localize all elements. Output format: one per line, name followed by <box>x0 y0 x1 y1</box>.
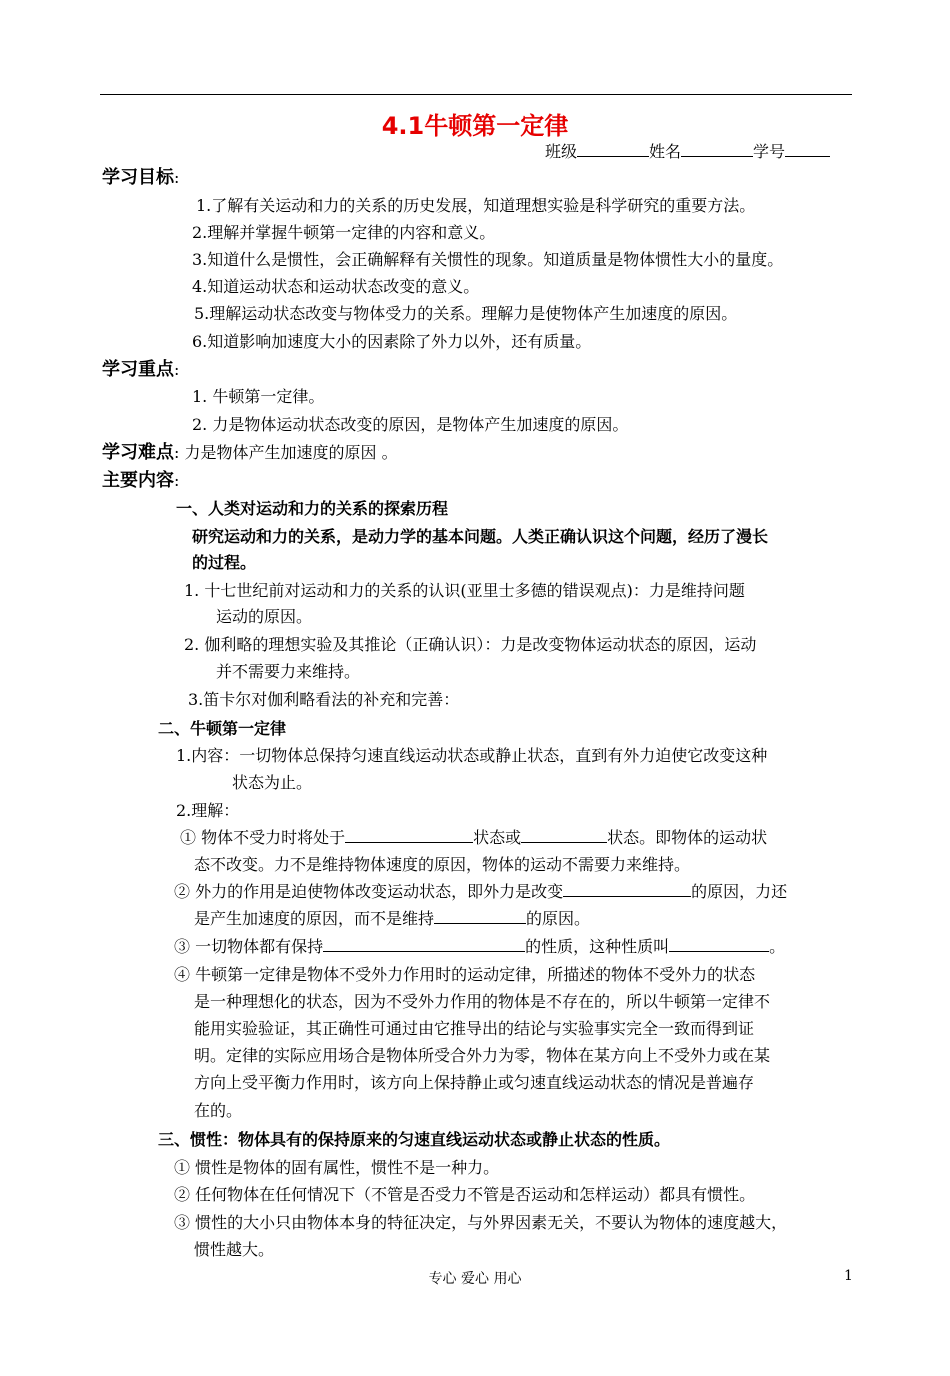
inertia-point: ③ 惯性的大小只由物体本身的特征决定，与外界因素无关，不要认为物体的速度越大， <box>174 1213 788 1232</box>
text-segment: 的原因。 <box>526 909 591 928</box>
id-label: 学号 <box>753 142 786 161</box>
name-blank[interactable] <box>681 140 753 157</box>
section-1-intro: 研究运动和力的关系，是动力学的基本问题。人类正确认识这个问题，经历了漫长 <box>192 527 769 546</box>
class-label: 班级 <box>545 142 578 161</box>
id-blank[interactable] <box>785 140 830 157</box>
difficulty-line <box>102 441 398 465</box>
objectives-colon: : <box>174 168 180 187</box>
section-1-intro: 的过程。 <box>192 553 257 572</box>
understanding-4-cont: 明。定律的实际应用场合是物体所受合外力为零，物体在某方向上不受外力或在某 <box>194 1046 771 1065</box>
difficulty-text: : 力是物体产生加速度的原因 。 <box>174 443 398 462</box>
understanding-4-cont: 是一种理想化的状态，因为不受外力作用的物体是不存在的，所以牛顿第一定律不 <box>194 992 771 1011</box>
main-heading-line <box>102 469 179 493</box>
student-info-line <box>545 140 830 164</box>
key-points-colon: : <box>174 360 180 379</box>
inertia-point: ② 任何物体在任何情况下（不管是否受力不管是否运动和怎样运动）都具有惯性。 <box>174 1185 756 1204</box>
fill-blank[interactable] <box>669 935 769 952</box>
fill-blank[interactable] <box>434 907 526 924</box>
understanding-2-cont <box>194 907 590 931</box>
objective-item: 5.理解运动状态改变与物体受力的关系。理解力是使物体产生加速度的原因。 <box>194 304 738 323</box>
fill-blank[interactable] <box>563 880 691 897</box>
objective-item: 2.理解并掌握牛顿第一定律的内容和意义。 <box>192 223 496 242</box>
footer-motto: 专心 爱心 用心 <box>428 1271 522 1287</box>
understanding-2 <box>174 880 787 904</box>
objective-item: 4.知道运动状态和运动状态改变的意义。 <box>192 277 480 296</box>
section-1-heading: 一、人类对运动和力的关系的探索历程 <box>176 499 449 518</box>
text-segment: 状态或 <box>473 828 522 847</box>
section-1-item: 1. 十七世纪前对运动和力的关系的认识(亚里士多德的错误观点)：力是维持问题 <box>184 581 745 600</box>
section-2-content: 1.内容：一切物体总保持匀速直线运动状态或静止状态，直到有外力迫使它改变这种 <box>176 746 768 765</box>
section-1-item: 并不需要力来维持。 <box>216 662 361 681</box>
main-colon: : <box>174 471 180 490</box>
section-1-item: 3.笛卡尔对伽利略看法的补充和完善： <box>188 690 460 709</box>
objectives-heading: 学习目标 <box>102 167 174 188</box>
understanding-4: ④ 牛顿第一定律是物体不受外力作用时的运动定律，所描述的物体不受外力的状态 <box>174 965 756 984</box>
key-point-item: 2. 力是物体运动状态改变的原因，是物体产生加速度的原因。 <box>192 415 629 434</box>
fill-blank[interactable] <box>345 826 473 843</box>
section-3-heading: 三、惯性：物体具有的保持原来的匀速直线运动状态或静止状态的性质。 <box>158 1130 671 1149</box>
text-segment: 。 <box>769 937 786 956</box>
understanding-4-cont: 能用实验验证，其正确性可通过由它推导出的结论与实验事实完全一致而得到证 <box>194 1019 755 1038</box>
objective-item: 3.知道什么是惯性，会正确解释有关惯性的现象。知道质量是物体惯性大小的量度。 <box>192 250 784 269</box>
text-segment: 是产生加速度的原因，而不是维持 <box>194 909 435 928</box>
understanding-4-cont: 方向上受平衡力作用时，该方向上保持静止或匀速直线运动状态的情况是普遍存 <box>194 1073 755 1092</box>
objectives-heading-line <box>102 166 179 190</box>
page-number: 1 <box>844 1268 853 1284</box>
page-title: 4.1牛顿第一定律 <box>381 112 569 140</box>
objective-item: 6.知道影响加速度大小的因素除了外力以外，还有质量。 <box>192 332 592 351</box>
understanding-1-cont: 态不改变。力不是维持物体速度的原因，物体的运动不需要力来维持。 <box>194 855 691 874</box>
main-heading: 主要内容 <box>102 470 174 491</box>
section-2-heading: 二、牛顿第一定律 <box>158 719 287 738</box>
understanding-4-cont: 在的。 <box>194 1101 243 1120</box>
section-1-item: 2. 伽利略的理想实验及其推论（正确认识）：力是改变物体运动状态的原因，运动 <box>184 635 757 654</box>
text-segment: 的原因，力还 <box>691 882 788 901</box>
fill-blank[interactable] <box>323 935 525 952</box>
inertia-point: ① 惯性是物体的固有属性，惯性不是一种力。 <box>174 1158 500 1177</box>
understanding-3 <box>174 935 785 959</box>
text-segment: ① 物体不受力时将处于 <box>180 828 346 847</box>
section-2-content: 2.理解： <box>176 801 240 820</box>
difficulty-heading: 学习难点 <box>102 442 174 463</box>
key-point-item: 1. 牛顿第一定律。 <box>192 387 325 406</box>
text-segment: 状态。即物体的运动状 <box>607 828 768 847</box>
fill-blank[interactable] <box>521 826 607 843</box>
header-rule <box>100 94 852 95</box>
section-1-item: 运动的原因。 <box>216 607 313 626</box>
key-points-heading: 学习重点 <box>102 359 174 380</box>
inertia-point-cont: 惯性越大。 <box>194 1240 275 1259</box>
text-segment: ③ 一切物体都有保持 <box>174 937 324 956</box>
text-segment: ② 外力的作用是迫使物体改变运动状态，即外力是改变 <box>174 882 564 901</box>
key-points-heading-line <box>102 358 179 382</box>
objective-item: 1.了解有关运动和力的关系的历史发展，知道理想实验是科学研究的重要方法。 <box>196 196 756 215</box>
class-blank[interactable] <box>577 140 649 157</box>
name-label: 姓名 <box>649 142 682 161</box>
text-segment: 的性质，这种性质叫 <box>525 937 670 956</box>
understanding-1 <box>180 826 767 850</box>
section-2-content: 状态为止。 <box>232 773 313 792</box>
